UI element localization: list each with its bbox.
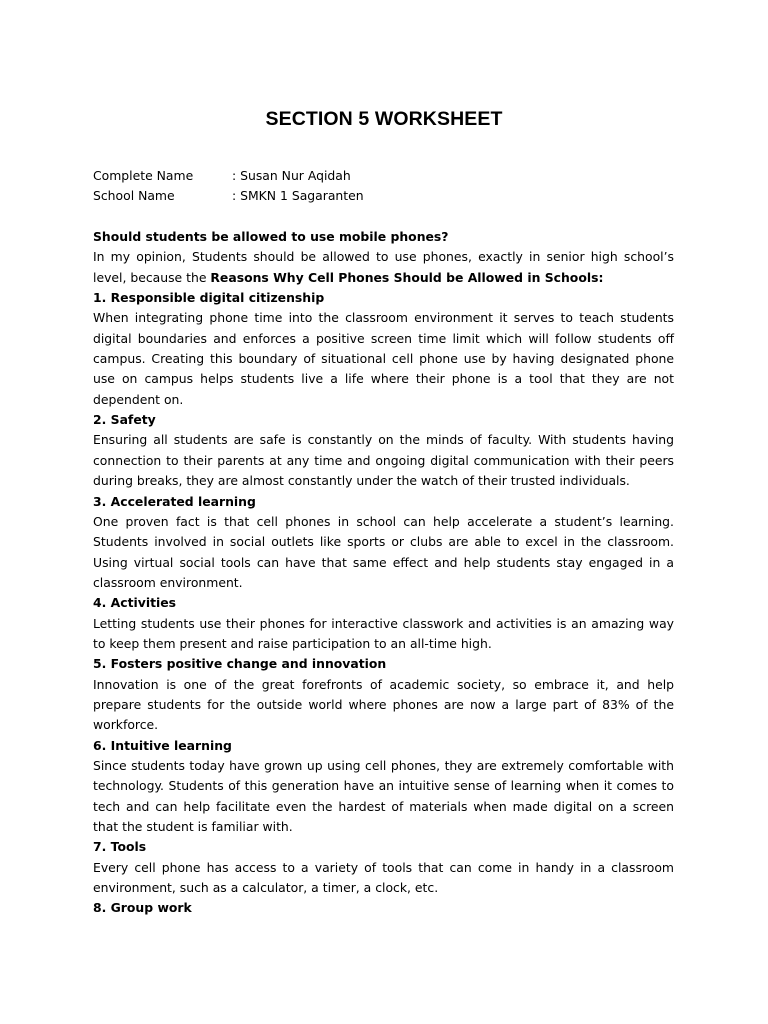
reason-body: Since students today have grown up using cell phones, they are extremely comfortable with technology. Students of this generation have an intuitive sense of learning when it comes to tech and can help facilitate even the hardest of materials when made digital on a screen that the student is familiar with.: [93, 757, 674, 834]
reason-body: Innovation is one of the great forefronts of academic society, so embrace it, and help prepare students for the outside world where phones are now a large part of 83% of the workforce.: [93, 676, 674, 733]
info-row-name: [93, 166, 674, 186]
reason-heading: 2. Safety: [93, 412, 156, 428]
question-heading: Should students be allowed to use mobile phones?: [93, 229, 449, 245]
reason-body: Every cell phone has access to a variety of tools that can come in handy in a classroom environment, such as a calculator, a timer, a clock, etc.: [93, 859, 674, 896]
reason-heading: 6. Intuitive learning: [93, 737, 232, 753]
intro-paragraph: [93, 247, 674, 288]
reason-heading: 1. Responsible digital citizenship: [93, 290, 325, 306]
reason-body: When integrating phone time into the classroom environment it serves to teach students digital boundaries and enforces a positive screen time limit which will follow students off campus. Creating this boundary of situational cell phone use by having designated phone use on campus helps students live a life where their phone is a tool that they are not dependent on.: [93, 310, 674, 407]
reason-heading: 3. Accelerated learning: [93, 493, 256, 509]
reason-body: Letting students use their phones for interactive classwork and activities is an amazing way to keep them present and raise participation to an all-time high.: [93, 615, 674, 651]
intro-bold-text: Reasons Why Cell Phones Should be Allowed in Schools:: [210, 269, 604, 285]
info-label: School Name: [93, 188, 175, 204]
info-row-school: [93, 186, 674, 206]
reason-body: Ensuring all students are safe is constantly on the minds of faculty. With students having connection to their parents at any time and ongoing digital communication with their peers during breaks, they are almost constantly under the watch of their trusted individuals.: [93, 432, 674, 489]
reason-heading: 4. Activities: [93, 595, 177, 611]
info-value: : Susan Nur Aqidah: [232, 168, 351, 183]
reason-heading: 7. Tools: [93, 839, 147, 855]
info-label: Complete Name: [93, 168, 194, 183]
reason-heading: 8. Group work: [93, 900, 192, 916]
page-title: SECTION 5 WORKSHEET: [265, 108, 503, 130]
reason-body: One proven fact is that cell phones in school can help accelerate a student’s learning. Students involved in social outlets like sports or clubs are able to excel in the classroom. Using virtual social tools can have that same effect and help students stay engaged in a classroom environment.: [93, 513, 674, 590]
spacer: [93, 207, 674, 227]
intro-text: In my opinion, Students should be allowed to use phones, exactly in senior high school’s level, because the: [93, 249, 674, 285]
info-value: : SMKN 1 Sagaranten: [232, 188, 364, 204]
reason-heading: 5. Fosters positive change and innovation: [93, 656, 387, 672]
worksheet-content: [93, 166, 674, 919]
